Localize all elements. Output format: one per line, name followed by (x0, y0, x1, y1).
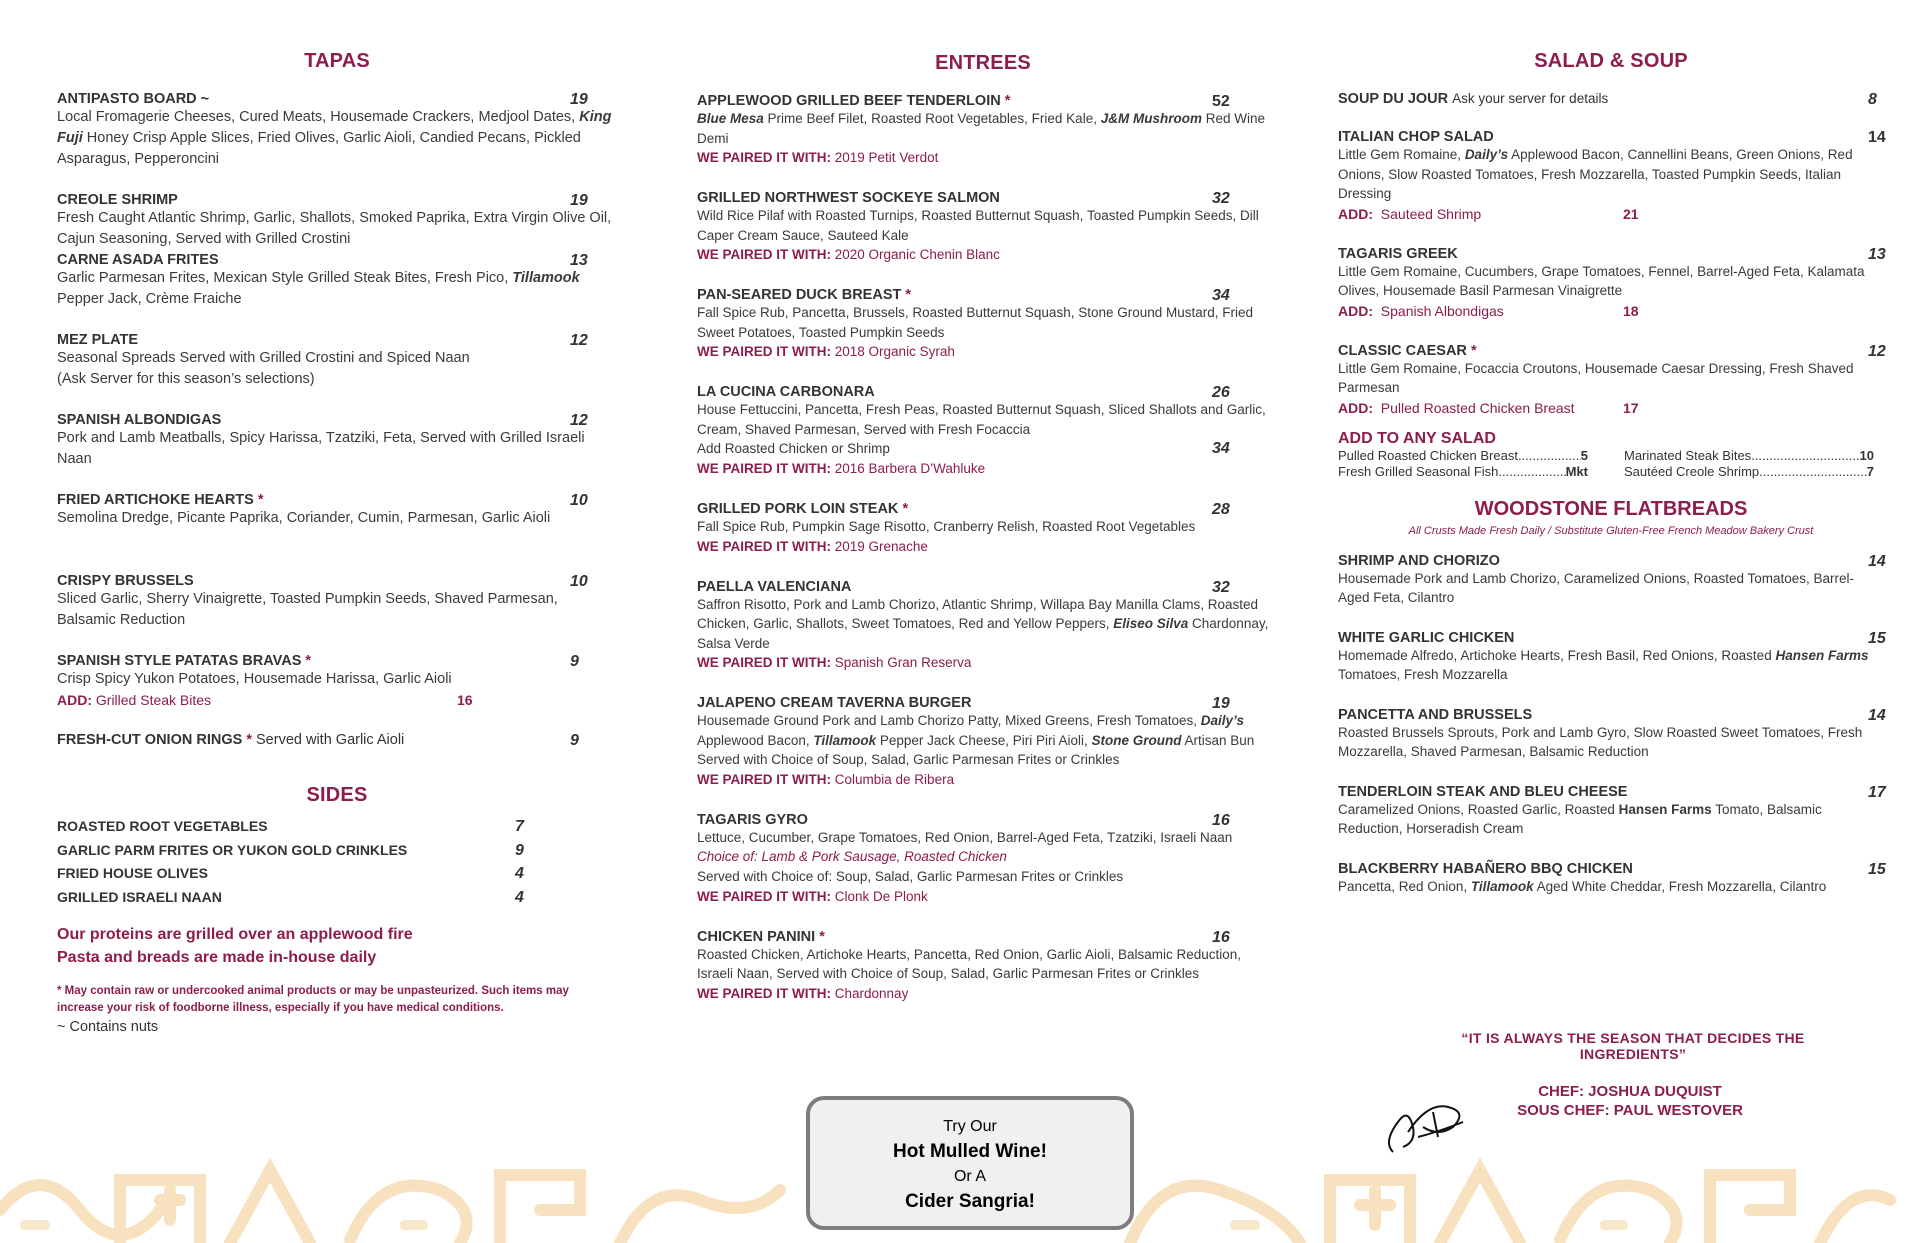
item-choice: Choice of: Lamb & Pork Sausage, Roasted Chicken (697, 849, 1007, 864)
add-any-item: Marinated Steak Bites ..... 10 (1624, 448, 1874, 464)
menu-item (57, 332, 617, 390)
item-price: 19 (1212, 695, 1230, 712)
menu-item (57, 252, 617, 310)
wine-pairing: WE PAIRED IT WITH: Clonk De Plonk (697, 888, 928, 904)
flatbreads-title: WOODSTONE FLATBREADS (1474, 497, 1748, 520)
menu-item (697, 93, 1269, 168)
item-price: 9 (570, 653, 579, 670)
item-name: LA CUCINA CARBONARA (697, 384, 875, 400)
tapas-title: TAPAS (304, 50, 370, 72)
item-price: 19 (570, 91, 588, 108)
item-description: Housemade Pork and Lamb Chorizo, Caramelized Onions, Roasted Tomatoes, Barrel-Aged Feta, Cilantro (1338, 570, 1854, 605)
item-price: 12 (570, 332, 588, 349)
item-description: Caramelized Onions, Roasted Garlic, Roasted Hansen Farms Tomato, Balsamic Reduction, Horseradish Cream (1338, 801, 1822, 836)
item-name: CARNE ASADA FRITES (57, 252, 219, 268)
menu-item (697, 384, 1269, 479)
item-price: 26 (1212, 384, 1230, 401)
item-name: CHICKEN PANINI * (697, 928, 825, 945)
menu-item (57, 492, 617, 529)
item-price: 14 (1868, 552, 1886, 570)
add-to-any-salad-list (1338, 448, 1884, 480)
sides-section (57, 784, 617, 1037)
item-description: Seasonal Spreads Served with Grilled Crostini and Spiced Naan (57, 350, 470, 366)
add-any-item: Fresh Grilled Seasonal Fish ..... Mkt (1338, 464, 1588, 480)
item-description: Blue Mesa Prime Beef Filet, Roasted Root Vegetables, Fried Kale, J&M Mushroom Red Wine Demi (697, 111, 1265, 146)
item-description: Roasted Brussels Sprouts, Pork and Lamb Gyro, Slow Roasted Sweet Tomatoes, Fresh Mozzarella, Shaved Parmesan, Balsamic Reduction (1338, 724, 1863, 759)
item-description: Saffron Risotto, Pork and Lamb Chorizo, Atlantic Shrimp, Willapa Bay Manilla Clams, Roasted Chicken, Garlic, Shallots, Sweet Tomatoes, Red and Yellow Peppers, Eliseo Silva Chardonnay, Salsa Verde (697, 596, 1269, 651)
flatbreads-subtitle: All Crusts Made Fresh Daily / Substitute Gluten-Free French Meadow Bakery Crust (1408, 524, 1814, 537)
item-name: TENDERLOIN STEAK AND BLEU CHEESE (1338, 783, 1628, 800)
item-description: Fall Spice Rub, Pumpkin Sage Risotto, Cranberry Relish, Roasted Root Vegetables (697, 519, 1196, 534)
item-description: Pork and Lamb Meatballs, Spicy Harissa, Tzatziki, Feta, Served with Grilled Israeli Naan (57, 430, 585, 467)
item-price: 13 (1868, 245, 1886, 263)
drink-promo-box (806, 1096, 1134, 1230)
menu-item (57, 653, 617, 710)
menu-item (57, 573, 617, 631)
item-name: SOUP DU JOUR Ask your server for details (1338, 91, 1609, 107)
menu-item (1338, 630, 1884, 685)
item-name: TAGARIS GYRO (697, 811, 808, 828)
item-addon-line: Add Roasted Chicken or Shrimp 34 (697, 440, 1230, 457)
menu-item (1338, 784, 1884, 839)
add-any-item: Sautéed Creole Shrimp ..... 7 (1624, 464, 1874, 480)
item-price: 10 (570, 492, 588, 509)
item-price: 16 (1212, 811, 1230, 829)
item-name: FRESH-CUT ONION RINGS * Served with Garlic Aioli (57, 732, 405, 748)
menu-item (697, 812, 1269, 907)
menu-item (1338, 553, 1884, 608)
item-description: Pancetta, Red Onion, Tillamook Aged White Cheddar, Fresh Mozzarella, Cilantro (1338, 878, 1827, 894)
tagline: Our proteins are grilled over an applewood fire Pasta and breads are made in-house daily (57, 926, 413, 966)
item-price: 15 (1868, 629, 1886, 647)
promo-line-1: Try Our (943, 1118, 997, 1135)
item-name: PAELLA VALENCIANA (697, 578, 852, 595)
middle-column (697, 46, 1269, 1026)
item-description: Roasted Chicken, Artichoke Hearts, Pancetta, Red Onion, Garlic Aioli, Balsamic Reduction, Israeli Naan, Served with Choice of Soup, Salad, Garlic Parmesan Frites or Crinkles (697, 946, 1242, 981)
item-price: 19 (570, 192, 588, 209)
add-on: ADD: Spanish Albondigas 18 (1338, 302, 1639, 319)
item-name: SHRIMP AND CHORIZO (1338, 552, 1500, 569)
salad-soup-title: SALAD & SOUP (1534, 50, 1688, 72)
add-on: ADD: Sauteed Shrimp 21 (1338, 205, 1639, 222)
wine-pairing: WE PAIRED IT WITH: 2020 Organic Chenin Blanc (697, 247, 1000, 262)
item-price: 32 (1212, 190, 1230, 207)
menu-item (697, 501, 1269, 557)
add-on: ADD: Grilled Steak Bites 16 (57, 692, 473, 708)
item-name: PANCETTA AND BRUSSELS (1338, 706, 1533, 723)
item-price: 10 (570, 573, 588, 590)
item-name: GRILLED PORK LOIN STEAK * (697, 501, 909, 517)
menu-item (697, 287, 1269, 362)
item-price: 13 (570, 252, 588, 269)
side-item: FRIED HOUSE OLIVES 4 (57, 865, 524, 882)
menu-item (1338, 129, 1884, 224)
item-description: Wild Rice Pilaf with Roasted Turnips, Roasted Butternut Squash, Toasted Pumpkin Seeds, Dill Caper Cream Sauce, Sauteed Kale (697, 208, 1259, 243)
item-description: Fall Spice Rub, Pancetta, Brussels, Roasted Butternut Squash, Stone Ground Mustard, Fried Sweet Potatoes, Toasted Pumpkin Seeds (697, 305, 1254, 340)
item-name: BLACKBERRY HABAÑERO BBQ CHICKEN (1338, 860, 1633, 877)
item-description: Little Gem Romaine, Cucumbers, Grape Tomatoes, Fennel, Barrel-Aged Feta, Kalamata Olives, Housemade Basil Parmesan Vinaigrette (1338, 263, 1865, 298)
item-price: 12 (1868, 342, 1886, 360)
item-name: TAGARIS GREEK (1338, 245, 1458, 262)
item-price: 52 (1212, 93, 1230, 110)
wine-pairing: WE PAIRED IT WITH: 2016 Barbera D’Wahluke (697, 461, 986, 476)
item-description: Fresh Caught Atlantic Shrimp, Garlic, Shallots, Smoked Paprika, Extra Virgin Olive Oil, Cajun Seasoning, Served with Grilled Crostini (57, 210, 612, 247)
wine-pairing: WE PAIRED IT WITH: Spanish Gran Reserva (697, 655, 972, 670)
item-description-note: (Ask Server for this season’s selections) (57, 371, 315, 387)
sides-title: SIDES (306, 784, 368, 806)
item-price: 14 (1868, 129, 1886, 146)
menu-item (57, 732, 617, 748)
item-name: ITALIAN CHOP SALAD (1338, 129, 1494, 145)
nuts-note: ~ Contains nuts (57, 1019, 159, 1035)
item-name: CLASSIC CAESAR * (1338, 342, 1477, 359)
chef-credits (1505, 1082, 1755, 1120)
menu-item (1338, 246, 1884, 321)
item-price: 8 (1868, 91, 1877, 108)
item-price: 16 (1212, 928, 1230, 946)
menu-item (697, 579, 1269, 674)
wine-pairing: WE PAIRED IT WITH: Chardonnay (697, 985, 909, 1001)
item-name: SPANISH ALBONDIGAS (57, 412, 222, 428)
promo-line-4: Cider Sangria! (905, 1191, 1035, 1212)
wine-pairing: WE PAIRED IT WITH: 2019 Grenache (697, 538, 928, 554)
item-name: APPLEWOOD GRILLED BEEF TENDERLOIN * (697, 93, 1011, 109)
item-name: GRILLED NORTHWEST SOCKEYE SALMON (697, 190, 1000, 206)
item-price: 28 (1212, 501, 1230, 518)
menu-item (1338, 707, 1884, 762)
item-description: Local Fromagerie Cheeses, Cured Meats, Housemade Crackers, Medjool Dates, King Fuji Honey Crisp Apple Slices, Fried Olives, Garlic Aioli, Candied Pecans, Pickled Asparagus, Pepperoncini (57, 109, 612, 167)
item-price: 15 (1868, 860, 1886, 878)
item-name: SPANISH STYLE PATATAS BRAVAS * (57, 653, 312, 669)
entrees-title: ENTREES (935, 52, 1031, 74)
item-name: JALAPENO CREAM TAVERNA BURGER (697, 695, 972, 711)
item-served-with: Served with Choice of Soup, Salad, Garlic Parmesan Frites or Crinkles (697, 752, 1120, 767)
chef-quote: “IT IS ALWAYS THE SEASON THAT DECIDES THE INGREDIENTS” (1461, 1030, 1805, 1062)
add-any-item: Pulled Roasted Chicken Breast ..... 5 (1338, 448, 1588, 464)
add-to-any-salad-title: ADD TO ANY SALAD (1338, 429, 1496, 447)
menu-item (1338, 343, 1884, 418)
disclaimer: * May contain raw or undercooked animal products or may be unpasteurized. Such items may increase your risk of foodborne illness, especially if you have medical conditions. (57, 985, 569, 1014)
item-description: Homemade Alfredo, Artichoke Hearts, Fresh Basil, Red Onions, Roasted Hansen Farms Tomatoes, Fresh Mozzarella (1338, 647, 1869, 682)
item-name: PAN-SEARED DUCK BREAST * (697, 287, 912, 303)
head-chef: CHEF: JOSHUA DUQUIST (1538, 1083, 1722, 1100)
menu-item (1338, 861, 1884, 897)
wine-pairing: WE PAIRED IT WITH: Columbia de Ribera (697, 771, 955, 787)
item-name: MEZ PLATE (57, 332, 139, 348)
menu-item (57, 192, 617, 250)
item-price: 12 (570, 412, 588, 429)
item-name: FRIED ARTICHOKE HEARTS * (57, 492, 264, 508)
item-name: CREOLE SHRIMP (57, 192, 178, 208)
item-description: Little Gem Romaine, Focaccia Croutons, Housemade Caesar Dressing, Fresh Shaved Parmesan (1338, 360, 1854, 395)
menu-item (57, 91, 617, 170)
item-name: ANTIPASTO BOARD ~ (57, 91, 210, 107)
item-price: 32 (1212, 578, 1230, 596)
item-description: Little Gem Romaine, Daily’s Applewood Bacon, Cannellini Beans, Green Onions, Red Onions, Slow Roasted Tomatoes, Fresh Mozzarella, Toasted Pumpkin Seeds, Italian Dressing (1338, 147, 1853, 201)
menu-item (1338, 91, 1884, 107)
item-price: 14 (1868, 706, 1886, 724)
side-item: GARLIC PARM FRITES OR YUKON GOLD CRINKLES 9 (57, 841, 524, 859)
menu-item (697, 190, 1269, 265)
item-price: 17 (1868, 783, 1886, 801)
sous-chef: SOUS CHEF: PAUL WESTOVER (1517, 1102, 1743, 1119)
promo-line-2: Hot Mulled Wine! (893, 1141, 1047, 1162)
item-description: Lettuce, Cucumber, Grape Tomatoes, Red Onion, Barrel-Aged Feta, Tzatziki, Israeli Naan (697, 829, 1233, 845)
menu-item (57, 412, 617, 470)
add-on: ADD: Pulled Roasted Chicken Breast 17 (1338, 399, 1639, 416)
item-description: Housemade Ground Pork and Lamb Chorizo Patty, Mixed Greens, Fresh Tomatoes, Daily’s Applewood Bacon, Tillamook Pepper Jack Cheese, Piri Piri Aioli, Stone Ground Artisan Bun (697, 713, 1255, 748)
left-column (57, 46, 617, 1037)
side-item: GRILLED ISRAELI NAAN 4 (57, 888, 524, 906)
wine-pairing: WE PAIRED IT WITH: 2019 Petit Verdot (697, 150, 939, 165)
right-column (1338, 46, 1884, 918)
item-name: WHITE GARLIC CHICKEN (1338, 629, 1515, 646)
menu-item (697, 929, 1269, 1004)
side-item: ROASTED ROOT VEGETABLES 7 (57, 818, 524, 835)
item-price: 34 (1212, 287, 1230, 304)
item-description: Semolina Dredge, Picante Paprika, Coriander, Cumin, Parmesan, Garlic Aioli (57, 510, 551, 526)
menu-item (697, 695, 1269, 790)
item-name: CRISPY BRUSSELS (57, 573, 194, 589)
chef-signature-icon (1378, 1082, 1478, 1162)
item-description: Sliced Garlic, Sherry Vinaigrette, Toasted Pumpkin Seeds, Shaved Parmesan, Balsamic Reduction (57, 591, 558, 628)
item-price: 9 (570, 732, 579, 749)
item-description: Garlic Parmesan Frites, Mexican Style Grilled Steak Bites, Fresh Pico, Tillamook Pepper Jack, Crème Fraiche (57, 270, 580, 307)
item-served-with: Served with Choice of: Soup, Salad, Garlic Parmesan Frites or Crinkles (697, 869, 1124, 884)
item-description: House Fettuccini, Pancetta, Fresh Peas, Roasted Butternut Squash, Sliced Shallots and Garlic, Cream, Shaved Parmesan, Served with Fresh Focaccia (697, 402, 1266, 437)
wine-pairing: WE PAIRED IT WITH: 2018 Organic Syrah (697, 344, 955, 359)
promo-line-3: Or A (953, 1168, 986, 1185)
item-description: Crisp Spicy Yukon Potatoes, Housemade Harissa, Garlic Aioli (57, 671, 452, 687)
